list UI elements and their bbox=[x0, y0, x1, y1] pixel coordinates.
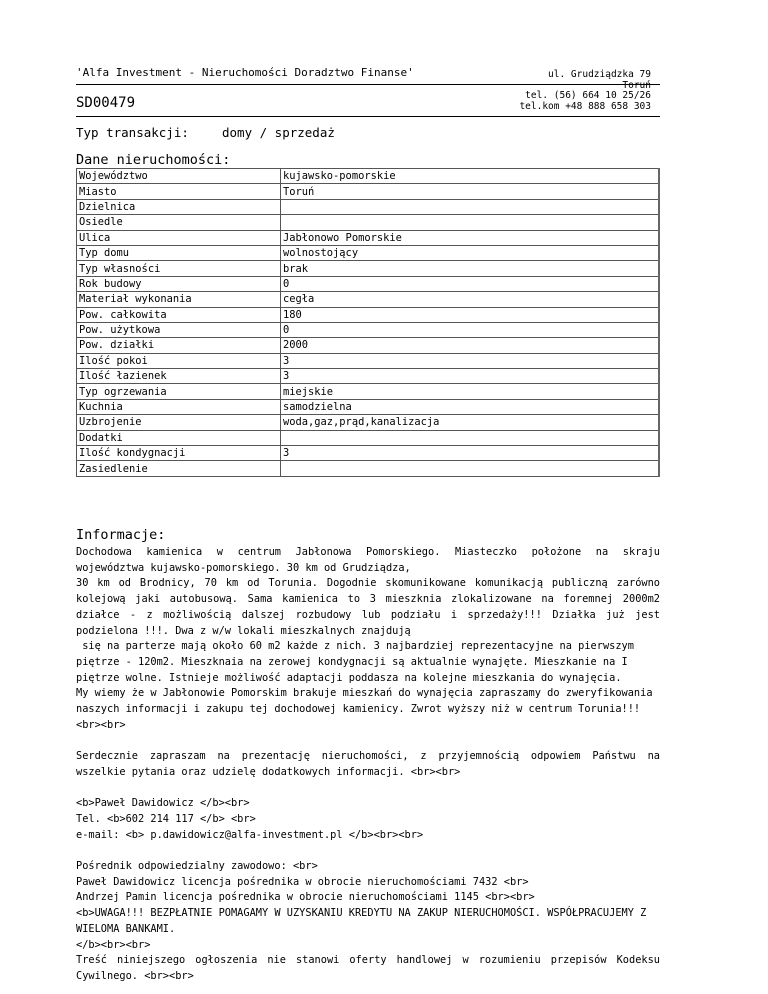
property-label: Ulica bbox=[77, 230, 281, 245]
info-line: </b><br><br> bbox=[76, 938, 151, 951]
property-row bbox=[77, 446, 660, 461]
info-line: kolejową jaki autobusową. Sama kamienica to 3 mieszknia zlokalizowane na foremnej 2000m2 bbox=[76, 593, 660, 606]
property-label: Uzbrojenie bbox=[77, 415, 281, 430]
address-phone: tel. (56) 664 10 25/26 bbox=[525, 90, 651, 102]
company-name: 'Alfa Investment - Nieruchomości Doradztwo Finanse' bbox=[76, 66, 414, 79]
property-label: Pow. użytkowa bbox=[77, 322, 281, 337]
property-row bbox=[77, 199, 660, 214]
property-value: wolnostojący bbox=[281, 245, 660, 260]
info-line: działce - z możliwością dalszej rozbudowy lub podziału i sprzedaży!!! Działka już jest bbox=[76, 608, 660, 621]
property-label: Typ własności bbox=[77, 261, 281, 276]
info-line: <br><br> bbox=[76, 718, 126, 731]
transaction-type-value: domy / sprzedaż bbox=[222, 125, 335, 140]
info-line: Dochodowa kamienica w centrum Jabłonowa Pomorskiego. Miasteczko położone na skraju bbox=[76, 546, 660, 558]
property-row bbox=[77, 261, 660, 276]
property-row bbox=[77, 461, 660, 476]
property-section-title: Dane nieruchomości: bbox=[76, 152, 231, 168]
property-value: 180 bbox=[281, 307, 660, 322]
property-label: Typ ogrzewania bbox=[77, 384, 281, 399]
property-value: 0 bbox=[281, 322, 660, 337]
property-row bbox=[77, 307, 660, 322]
info-line: e-mail: <b> p.dawidowicz@alfa-investment.pl </b><br><br> bbox=[76, 828, 424, 841]
info-line: piętrze wolne. Istnieje możliwość adaptacji poddasza na kolejne mieszkania do wynajęcia. bbox=[76, 671, 622, 684]
property-label: Osiedle bbox=[77, 215, 281, 230]
property-value: miejskie bbox=[281, 384, 660, 399]
property-label: Rok budowy bbox=[77, 276, 281, 291]
info-line: piętrze - 120m2. Mieszknaia na zerowej kondygnacji są aktualnie wynajęte. Mieszkanie na I bbox=[76, 655, 628, 668]
property-label: Zasiedlenie bbox=[77, 461, 281, 476]
property-value: kujawsko-pomorskie bbox=[281, 169, 660, 184]
property-label: Typ domu bbox=[77, 245, 281, 260]
info-line bbox=[76, 781, 660, 797]
property-row bbox=[77, 184, 660, 199]
property-value bbox=[281, 461, 660, 476]
property-row bbox=[77, 369, 660, 384]
company-address bbox=[519, 70, 651, 112]
property-value: 0 bbox=[281, 276, 660, 291]
info-line: <b>Paweł Dawidowicz </b><br> bbox=[76, 797, 250, 810]
property-row bbox=[77, 399, 660, 414]
address-city: Toruń bbox=[622, 79, 651, 91]
property-label: Województwo bbox=[77, 169, 281, 184]
info-line: My wiemy że w Jabłonowie Pomorskim brakuje mieszkań do wynajęcia zapraszamy do zweryfikowania bbox=[76, 687, 653, 700]
property-value bbox=[281, 215, 660, 230]
property-row bbox=[77, 430, 660, 445]
property-row bbox=[77, 245, 660, 260]
property-value: 2000 bbox=[281, 338, 660, 353]
info-line: naszych informacji i zakupu tej dochodowej kamienicy. Zwrot wyższy niż w centrum Torunia!!! bbox=[76, 703, 641, 716]
property-row bbox=[77, 338, 660, 353]
info-line: Serdecznie zapraszam na prezentację nieruchomości, z przyjemnością odpowiem Państwu na bbox=[76, 750, 660, 763]
info-line: 30 km od Brodnicy, 70 km od Torunia. Dogodnie skomunikowane komunikacją publiczną zarówno bbox=[76, 577, 660, 590]
property-value: Toruń bbox=[281, 184, 660, 199]
property-label: Miasto bbox=[77, 184, 281, 199]
property-label: Kuchnia bbox=[77, 399, 281, 414]
property-row bbox=[77, 384, 660, 399]
info-line: Cywilnego. <br><br> bbox=[76, 969, 194, 982]
property-value: 3 bbox=[281, 446, 660, 461]
property-row bbox=[77, 276, 660, 291]
info-description bbox=[76, 545, 660, 985]
property-value: samodzielna bbox=[281, 399, 660, 414]
property-row bbox=[77, 353, 660, 368]
info-line: Paweł Dawidowicz licencja pośrednika w obrocie nieruchomościami 7432 <br> bbox=[76, 875, 529, 888]
address-street: ul. Grudziądzka 79 bbox=[548, 69, 651, 80]
info-line: Tel. <b>602 214 117 </b> <br> bbox=[76, 812, 256, 825]
address-mobile: tel.kom +48 888 658 303 bbox=[519, 100, 651, 112]
info-line: się na parterze mają około 60 m2 każde z nich. 3 najbardziej reprezentacyjne na pierwszym bbox=[76, 640, 634, 653]
property-row bbox=[77, 292, 660, 307]
property-row bbox=[77, 322, 660, 337]
info-line: Andrzej Pamin licencja pośrednika w obrocie nieruchomościami 1145 <br><br> bbox=[76, 891, 535, 904]
info-section-title: Informacje: bbox=[76, 527, 166, 543]
property-label: Ilość kondygnacji bbox=[77, 446, 281, 461]
property-table bbox=[76, 168, 660, 477]
page-header bbox=[76, 0, 660, 117]
listing-page bbox=[76, 0, 660, 982]
property-value bbox=[281, 430, 660, 445]
property-label: Ilość pokoi bbox=[77, 353, 281, 368]
property-value: woda,gaz,prąd,kanalizacja bbox=[281, 415, 660, 430]
info-line: Pośrednik odpowiedzialny zawodowo: <br> bbox=[76, 860, 318, 873]
property-value: brak bbox=[281, 261, 660, 276]
property-label: Pow. działki bbox=[77, 338, 281, 353]
property-value: Jabłonowo Pomorskie bbox=[281, 230, 660, 245]
property-label: Dodatki bbox=[77, 430, 281, 445]
property-row bbox=[77, 415, 660, 430]
property-value: cegła bbox=[281, 292, 660, 307]
property-value bbox=[281, 199, 660, 214]
info-line: WIELOMA BANKAMI. bbox=[76, 922, 176, 935]
property-label: Ilość łazienek bbox=[77, 369, 281, 384]
info-line: Treść niniejszego ogłoszenia nie stanowi oferty handlowej w rozumieniu przepisów Kodeksu bbox=[76, 954, 660, 967]
info-line: województwa kujawsko-pomorskiego. 30 km od Grudziądza, bbox=[76, 561, 411, 574]
info-line bbox=[76, 843, 660, 859]
offer-code: SD00479 bbox=[76, 95, 136, 111]
property-label: Pow. całkowita bbox=[77, 307, 281, 322]
property-row bbox=[77, 215, 660, 230]
transaction-type-label: Typ transakcji: bbox=[76, 125, 189, 140]
property-value: 3 bbox=[281, 369, 660, 384]
property-value: 3 bbox=[281, 353, 660, 368]
property-row bbox=[77, 230, 660, 245]
property-row bbox=[77, 169, 660, 184]
property-label: Materiał wykonania bbox=[77, 292, 281, 307]
info-line: <b>UWAGA!!! BEZPŁATNIE POMAGAMY W UZYSKANIU KREDYTU NA ZAKUP NIERUCHOMOŚCI. WSPÓŁPRACUJEMY Z bbox=[76, 907, 647, 920]
info-line: podzielona !!!. Dwa z w/w lokali mieszkalnych znajdują bbox=[76, 624, 411, 637]
info-line bbox=[76, 733, 660, 749]
property-label: Dzielnica bbox=[77, 199, 281, 214]
info-line: wszelkie pytania oraz udzielę dodatkowych informacji. <br><br> bbox=[76, 765, 461, 778]
